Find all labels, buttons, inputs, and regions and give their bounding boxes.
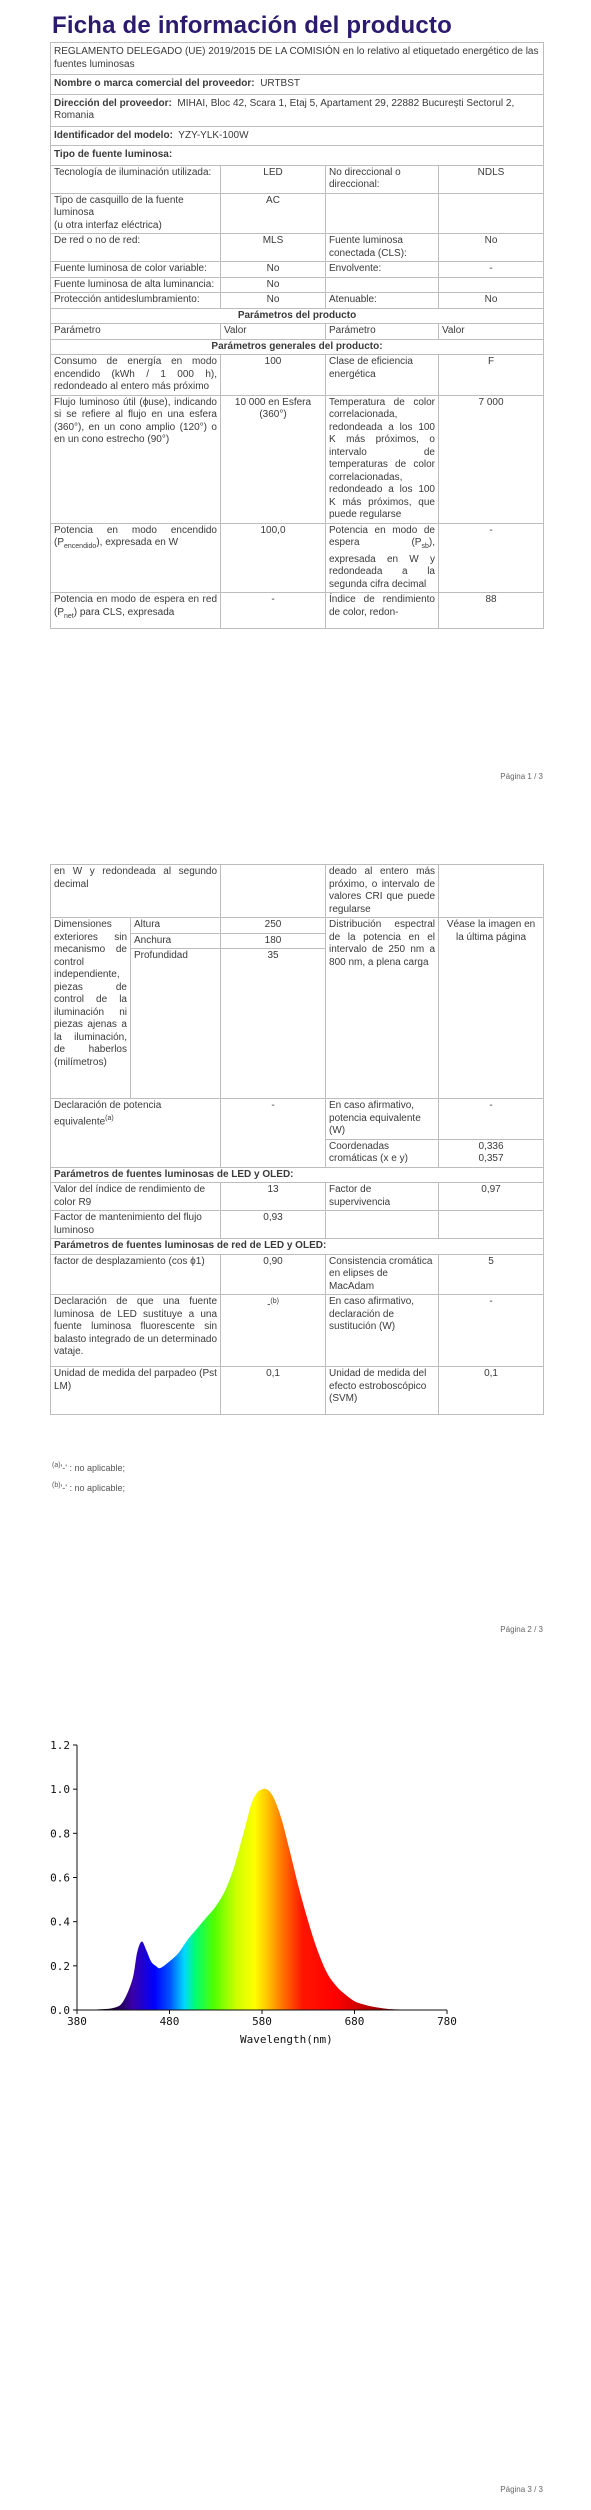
depth-label: Profundidad: [131, 949, 221, 1099]
efficiency-label: Clase de eficiencia energética: [326, 355, 439, 396]
x-tick-label: 480: [159, 2015, 180, 2028]
cap-label: Tipo de casquillo de la fuente luminosa (u otra interfaz eléctrica): [51, 193, 221, 234]
standby-value: -: [439, 523, 544, 593]
glare-label: Protección antideslumbramiento:: [51, 293, 221, 309]
stroboscopic-value: 0,1: [439, 1367, 544, 1415]
cls-value: No: [439, 234, 544, 262]
survival-label: Factor de supervivencia: [326, 1183, 439, 1211]
nondir-label: No direccional o direccional:: [326, 165, 439, 193]
width-value: 180: [221, 933, 326, 949]
spd-value: Véase la imagen en la última página: [439, 918, 544, 1099]
address-row: Dirección del proveedor: MIHAI, Bloc 42, Scara 1, Etaj 5, Apartament 29, 22882 București Sectorul 2, Romania: [51, 94, 544, 126]
cls-label: Fuente luminosa conectada (CLS):: [326, 234, 439, 262]
macadam-value: 5: [439, 1254, 544, 1295]
y-tick-label: 1.0: [50, 1783, 70, 1797]
displacement-label: factor de desplazamiento (cos ϕ1): [51, 1254, 221, 1295]
dimmable-label: Atenuable:: [326, 293, 439, 309]
page-1: [0, 0, 591, 800]
y-tick-label: 0.2: [50, 1959, 70, 1973]
equiv-power-label: Declaración de potencia equivalente$^{(a)}$: [51, 1099, 221, 1168]
y-tick-label: 0.8: [50, 1827, 70, 1841]
r9-value: 13: [221, 1183, 326, 1211]
efficiency-value: F: [439, 355, 544, 396]
power-on-label: Potencia en modo encendido $(P_{encendido})$, expresada en W: [51, 523, 221, 593]
mains-value: MLS: [221, 234, 326, 262]
cri-value: 88: [439, 593, 544, 629]
flux-label: Flujo luminoso útil (ϕuse), indicando si se refiere al flujo en una esfera (360°), en un cono amplio (120°) o en un cono estrecho (90°): [51, 395, 221, 523]
maintenance-value: 0,93: [221, 1211, 326, 1239]
dimmable-value: No: [439, 293, 544, 309]
r9-label: Valor del índice de rendimiento de color R9: [51, 1183, 221, 1211]
col-param-1: Parámetro: [51, 324, 221, 340]
height-label: Altura: [131, 918, 221, 934]
col-value-1: Valor: [221, 324, 326, 340]
general-params-heading: Parámetros generales del producto:: [51, 339, 544, 355]
cct-value: 7 000: [439, 395, 544, 523]
stroboscopic-label: Unidad de medida del efecto estroboscópico (SVM): [326, 1367, 439, 1415]
x-tick-label: 680: [344, 2015, 365, 2028]
flux-value: 10 000 en Esfera (360°): [221, 395, 326, 523]
cct-label: Temperatura de color correlacionada, redondeada a los 100 K más próximos, o intervalo de temperaturas de color correlacionadas, redondeado a los 100 K más próximos, que puede regularse: [326, 395, 439, 523]
depth-value: 35: [221, 949, 326, 1099]
survival-value: 0,97: [439, 1183, 544, 1211]
displacement-value: 0,90: [221, 1254, 326, 1295]
footnotes: [52, 1457, 125, 1497]
page-number: Página 1 / 3: [500, 772, 543, 781]
x-tick-label: 580: [252, 2015, 272, 2028]
product-info-table: [50, 42, 544, 629]
col-param-2: Parámetro: [326, 324, 439, 340]
mains-label: De red o no de red:: [51, 234, 221, 262]
net-standby-value: -: [221, 593, 326, 629]
page-number: Página 3 / 3: [500, 2485, 543, 2494]
color-label: Fuente luminosa de color variable:: [51, 262, 221, 278]
envelope-label: Envolvente:: [326, 262, 439, 278]
chromaticity-label: Coordenadas cromáticas (x e y): [326, 1139, 439, 1167]
plot-area: [50, 1739, 457, 2028]
height-value: 250: [221, 918, 326, 934]
footnote-a: $^{(a)}$'-' : no aplicable;: [52, 1462, 126, 1473]
flicker-label: Unidad de medida del parpadeo (Pst LM): [51, 1367, 221, 1415]
chromaticity-value: 0,336 0,357: [439, 1139, 544, 1167]
spd-label: Distribución espectral de la potencia en el intervalo de 250 nm a 800 nm, a plena carga: [326, 918, 439, 1099]
equiv-power-value: -: [221, 1099, 326, 1168]
col-value-2: Valor: [439, 324, 544, 340]
maintenance-label: Factor de mantenimiento del flujo luminoso: [51, 1211, 221, 1239]
envelope-value: -: [439, 262, 544, 278]
net-standby-label: Potencia en modo de espera en red $(P_{net})$ para CLS, expresada: [51, 593, 221, 629]
light-source-type-heading: Tipo de fuente luminosa:: [51, 146, 544, 166]
net-standby-label-cont: en W y redondeada al segundo decimal: [51, 865, 221, 918]
cap-value: AC: [221, 193, 326, 234]
standby-label: Potencia en modo de espera $(P_{sb})$, expresada en W y redondeada a la segunda cifra decimal: [326, 523, 439, 593]
model-row: Identificador del modelo: YZY-YLK-100W: [51, 126, 544, 146]
replacement-aff-label: En caso afirmativo, declaración de sustitución (W): [326, 1295, 439, 1367]
high-lum-label: Fuente luminosa de alta luminancia:: [51, 277, 221, 293]
flicker-value: 0,1: [221, 1367, 326, 1415]
x-tick-label: 780: [437, 2015, 457, 2028]
page-number: Página 2 / 3: [500, 1625, 543, 1634]
footnote-b: $^{(b)}$'-' : no aplicable;: [52, 1482, 126, 1493]
glare-value: No: [221, 293, 326, 309]
high-lum-value: No: [221, 277, 326, 293]
energy-label: Consumo de energía en modo encendido (kWh / 1 000 h), redondeado al entero más próximo: [51, 355, 221, 396]
nondir-value: NDLS: [439, 165, 544, 193]
macadam-label: Consistencia cromática en elipses de MacAdam: [326, 1254, 439, 1295]
regulation-text: REGLAMENTO DELEGADO (UE) 2019/2015 DE LA COMISIÓN en lo relativo al etiquetado energético de las fuentes luminosas: [51, 43, 544, 75]
cri-label-cont: deado al entero más próximo, o intervalo de valores CRI que puede regularse: [326, 865, 439, 918]
product-info-table-cont: [50, 864, 544, 1415]
replacement-aff-value: -: [439, 1295, 544, 1367]
dimensions-label: Dimensiones exteriores sin mecanismo de control independiente, piezas de control de la iluminación ni piezas ajenas a la iluminación, de haberlos (milímetros): [51, 918, 131, 1099]
replacement-value: -$^{(b)}$: [221, 1295, 326, 1367]
y-tick-label: 0.0: [50, 2004, 70, 2017]
mains-led-heading: Parámetros de fuentes luminosas de red de LED y OLED:: [51, 1239, 544, 1255]
y-tick-label: 1.2: [50, 1739, 70, 1752]
page-title: Ficha de información del producto: [52, 12, 452, 39]
tech-value: LED: [221, 165, 326, 193]
spectrum-area: [77, 1789, 447, 2010]
equiv-aff-value: -: [439, 1099, 544, 1140]
led-oled-heading: Parámetros de fuentes luminosas de LED y OLED:: [51, 1167, 544, 1183]
x-axis-label: Wavelength(nm): [240, 2033, 333, 2046]
spectral-power-chart: [0, 1720, 591, 2050]
page-2: [0, 830, 591, 1660]
tech-label: Tecnología de iluminación utilizada:: [51, 165, 221, 193]
cri-label-part1: Índice de rendimiento de color, redon-: [326, 593, 439, 629]
product-params-heading: Parámetros del producto: [51, 308, 544, 324]
width-label: Anchura: [131, 933, 221, 949]
energy-value: 100: [221, 355, 326, 396]
replacement-label: Declaración de que una fuente luminosa de LED sustituye a una fuente luminosa fluorescente sin balasto integrado de un determinado vataje.: [51, 1295, 221, 1367]
y-tick-label: 0.4: [50, 1915, 70, 1929]
power-on-value: 100,0: [221, 523, 326, 593]
supplier-row: Nombre o marca comercial del proveedor: URTBST: [51, 75, 544, 95]
y-tick-label: 0.6: [50, 1871, 70, 1885]
equiv-aff-label: En caso afirmativo, potencia equivalente (W): [326, 1099, 439, 1140]
page-3: [0, 1680, 591, 2510]
x-tick-label: 380: [67, 2015, 87, 2028]
color-value: No: [221, 262, 326, 278]
